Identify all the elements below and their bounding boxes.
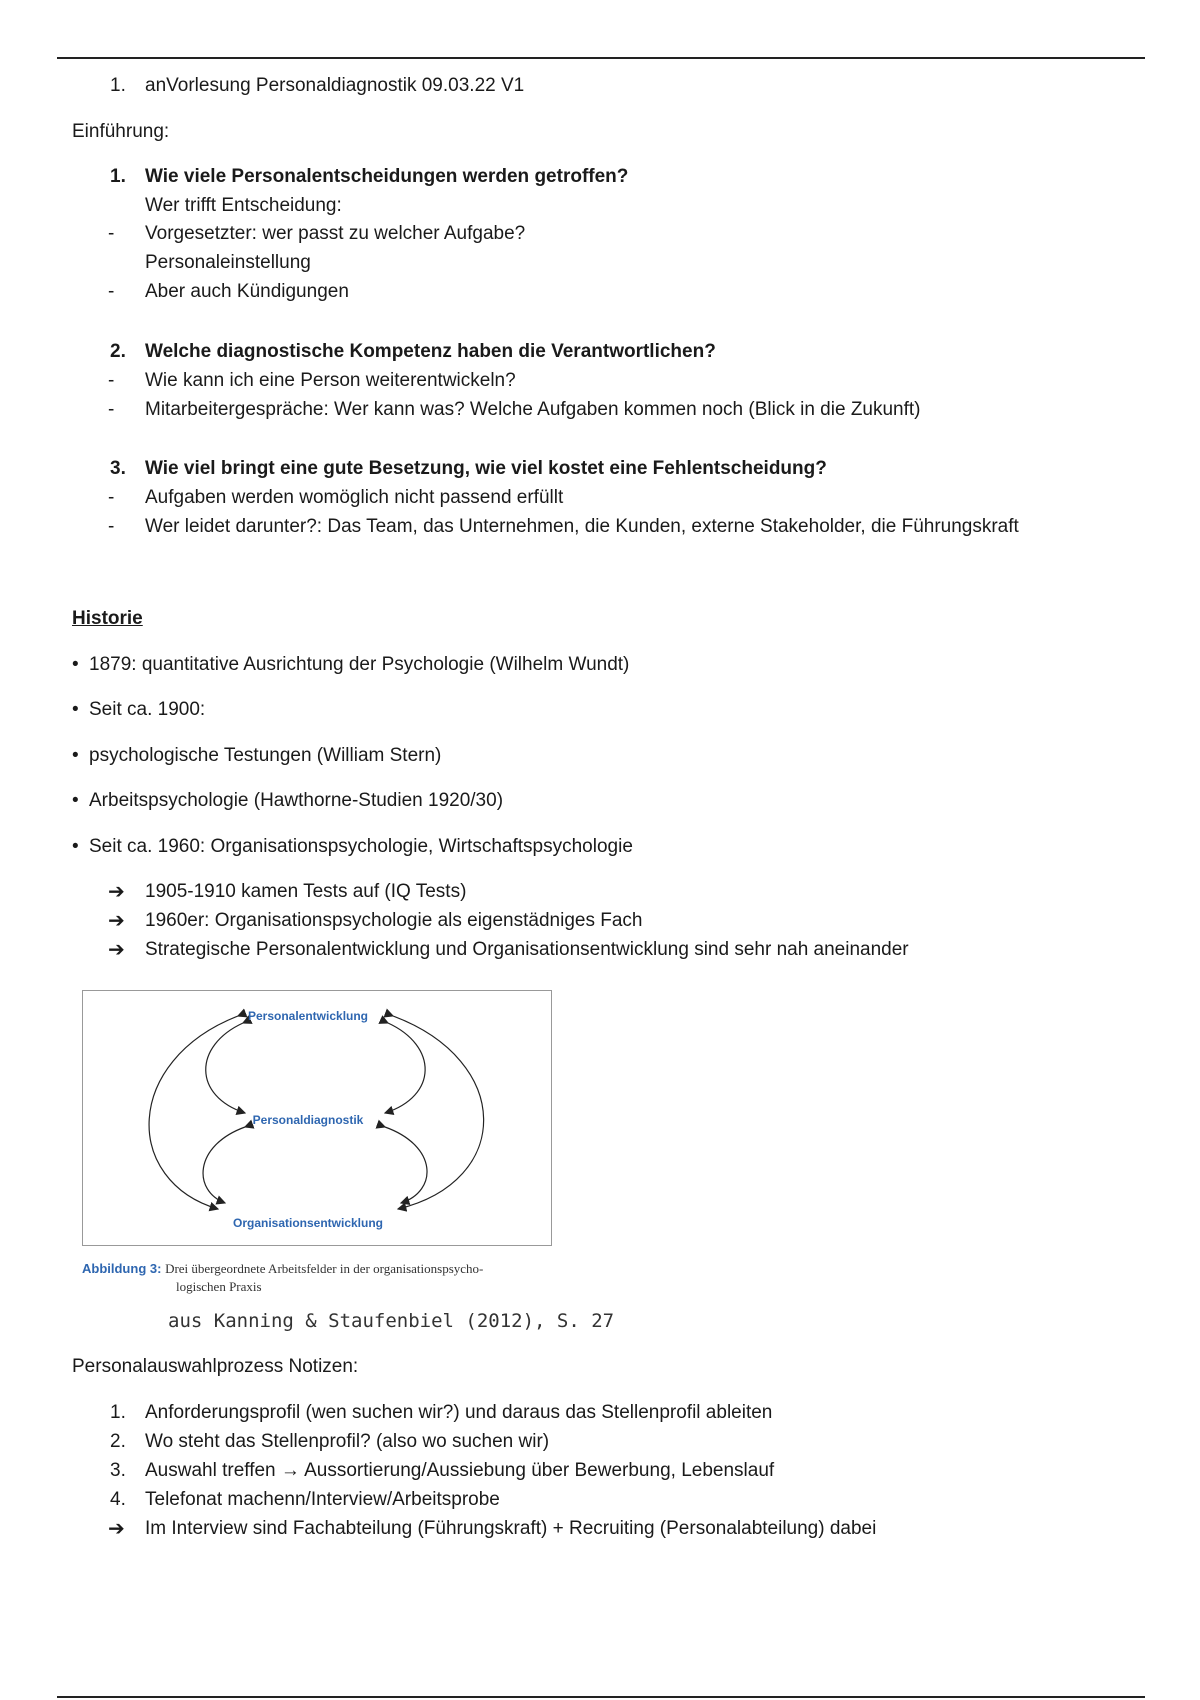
dash-marker: - (108, 487, 115, 508)
arrow-icon: ➔ (108, 1518, 125, 1540)
arrow-inner-left-top (206, 1023, 245, 1113)
arrow-icon: ➔ (108, 939, 125, 961)
arrow-inner-left-bottom (203, 1127, 245, 1203)
caption-label: Abbildung 3: (82, 1261, 162, 1276)
node-personalentwicklung: Personalentwicklung (247, 1009, 369, 1023)
figure-diagram (82, 990, 552, 1246)
bullet-marker: • (72, 745, 79, 766)
top-rule (57, 57, 1145, 59)
process-label: Personalauswahlprozess Notizen: (72, 1356, 359, 1377)
question-1-number: 1. (110, 166, 126, 187)
arrow-icon: ➔ (108, 881, 125, 903)
intro-label: Einführung: (72, 121, 170, 142)
dash-marker: - (108, 399, 115, 420)
question-2-title: Welche diagnostische Kompetenz haben die Verantwortlichen? (145, 341, 716, 362)
caption-line-1: Drei übergeordnete Arbeitsfelder in der organisationspsycho- (165, 1261, 484, 1276)
bullet-marker: • (72, 790, 79, 811)
bottom-rule (57, 1696, 1145, 1698)
arrow-inner-right-bottom (385, 1127, 427, 1203)
figure-source: aus Kanning & Staufenbiel (2012), S. 27 (168, 1310, 615, 1332)
header-item-number: 1. (110, 75, 126, 96)
figure-caption (82, 1260, 483, 1296)
bullet-marker: • (72, 654, 79, 675)
question-3-number: 3. (110, 458, 126, 479)
history-heading: Historie (72, 608, 143, 629)
question-2-number: 2. (110, 341, 126, 362)
arrow-outer-right (393, 1016, 484, 1209)
caption-line-2: logischen Praxis (176, 1279, 262, 1294)
dash-marker: - (108, 281, 115, 302)
header-item-text: anVorlesung Personaldiagnostik 09.03.22 V1 (145, 75, 525, 96)
arrow-outer-left (149, 1016, 238, 1209)
bullet-marker: • (72, 836, 79, 857)
dash-marker: - (108, 370, 115, 391)
arrow-icon: ➔ (108, 910, 125, 932)
question-1-title: Wie viele Personalentscheidungen werden getroffen? (145, 166, 629, 187)
diagram-svg (83, 991, 551, 1245)
question-3-title: Wie viel bringt eine gute Besetzung, wie viel kostet eine Fehlentscheidung? (145, 458, 827, 479)
dash-marker: - (108, 516, 115, 537)
node-personaldiagnostik: Personaldiagnostik (252, 1113, 364, 1127)
bullet-marker: • (72, 699, 79, 720)
node-organisationsentwicklung: Organisationsentwicklung (232, 1216, 384, 1230)
dash-marker: - (108, 223, 115, 244)
arrow-inner-right-top (385, 1023, 425, 1113)
